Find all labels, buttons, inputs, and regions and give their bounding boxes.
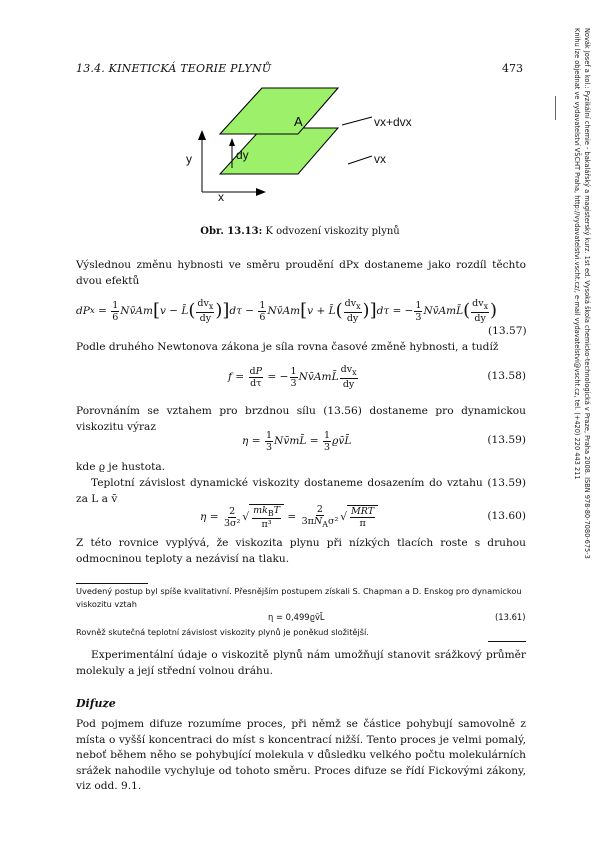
paragraph-8: Pod pojmem difuze rozumíme proces, při němž se částice pohybují samovolně z místa o vyšší koncentraci do míst s koncentrací nižší. Tento proces je velmi pomalý, neboť během něho se pohybující molekula v důsledku velkého počtu molekulárních srážek nahodile vychyluje od tohoto směru. Proces difuze se řídí Fickovými zákony, viz odd. 9.1. (76, 718, 526, 792)
paragraph-3: Porovnáním se vztahem pro brzdnou sílu (13.56) dostaneme pro dynamickou viskozitu výraz (76, 405, 526, 433)
equation-13-57: d P x = $\frac{1}{6}$ N v̄ Am [ v − L̄ ( $\frac{dv_x}{dy}$ ) ] dτ − $\frac{1}{6}$ N v̄ Am [ v + L̄ ( $\frac{dv_x}{dy}$ ) ] dτ = − $\frac{1}{3}$ N v̄ AmL̄ ( $\frac{dv_x}{dy}$ ) (76, 298, 498, 324)
figure-caption: Obr. 13.13: K odvození viskozity plynů (200, 226, 400, 237)
side-citation-line-1: Novák Josef a kol.: Fyzikální chemie - bakalářský a magisterský kurz. 1st ed. Vysoká škola chemicko-technologická v Praze, Praha 2008. ISBN 978-80-7080-675-3 (583, 28, 591, 559)
upper-velocity-label: vx+dvx (374, 115, 412, 129)
running-header: 13.4. KINETICKÁ TEORIE PLYNŮ (76, 62, 272, 75)
paragraph-7: Experimentální údaje o viskozitě plynů nám umožňují stanovit srážkový průměr molekuly a její střední volnou dráhu. (76, 649, 526, 677)
lower-velocity-label: vx (374, 152, 386, 166)
paragraph-6: Z této rovnice vyplývá, že viskozita plynu při nízkých tlacích roste s druhou odmocninou teploty a nezávisí na tlaku. (76, 537, 526, 565)
note-1: Uvedený postup byl spíše kvalitativní. Přesnějším postupem získali S. Chapman a D. Enskog pro dynamickou viskozitu vztah (76, 586, 522, 609)
viscosity-figure (170, 82, 450, 212)
paragraph-5: Teplotní závislost dynamické viskozity dostaneme dosazením do vztahu (13.59) za L a v̄ (76, 477, 526, 505)
equation-13-61: η = 0,499ϱv̄L̄ (268, 612, 325, 622)
equation-13-60: η = $\frac{2}{\text{3σ²}}$ √ $\frac{mk_BT}{\text{π³}}$ = $\frac{2}{3\pi N_A\sigma^2}$ √ $\frac{\text{MRT}}{\pi}$ (13.60) (200, 504, 526, 531)
plate-label: A (294, 114, 303, 129)
equation-number-13-59: (13.59) (487, 434, 526, 446)
equation-number-13-60: (13.60) (487, 510, 526, 522)
paragraph-2: Podle druhého Newtonova zákona je síla rovna časové změně hybnosti, a tudíž (76, 341, 499, 353)
x-axis-label: x (218, 190, 224, 204)
side-citation-line-2: Knihu lze objednat ve vydavatelství VŠCHT Praha, http://vydavatelstvi.vscht.cz/, e-mail vydavatelstvi@vscht.cz, tel. (+420) 220 443 211 (573, 28, 581, 480)
paragraph-1: Výslednou změnu hybnosti ve směru proudění dPx dostaneme jako rozdíl těchto dvou efektů (76, 259, 526, 287)
note-rule-top (76, 583, 148, 584)
note-rule-bottom (488, 641, 526, 642)
equation-number-13-58: (13.58) (487, 370, 526, 382)
dy-label: dy (236, 148, 249, 162)
section-title: Difuze (76, 697, 116, 710)
margin-rule (555, 96, 556, 120)
equation-13-58: f = $\frac{dP}{d\tau}$ = − $\frac{1}{3}$ N v̄ AmL̄ $\frac{dv_x}{dy}$ (13.58) (228, 364, 526, 390)
equation-number-13-57: (13.57) (488, 325, 527, 337)
upper-plate-front (220, 88, 338, 134)
equation-number-13-61: (13.61) (495, 612, 526, 622)
paragraph-4: kde ϱ je hustota. (76, 461, 166, 473)
y-axis-label: y (186, 152, 192, 166)
page-number: 473 (502, 62, 523, 75)
equation-13-59: η = $\frac{1}{3}$ N v̄ mL̄ = $\frac{1}{3}$ ϱ v̄ L̄ (13.59) (242, 429, 526, 453)
note-2: Rovněž skutečná teplotní závislost viskozity plynů je poněkud složitější. (76, 627, 369, 637)
side-citation (563, 28, 600, 628)
